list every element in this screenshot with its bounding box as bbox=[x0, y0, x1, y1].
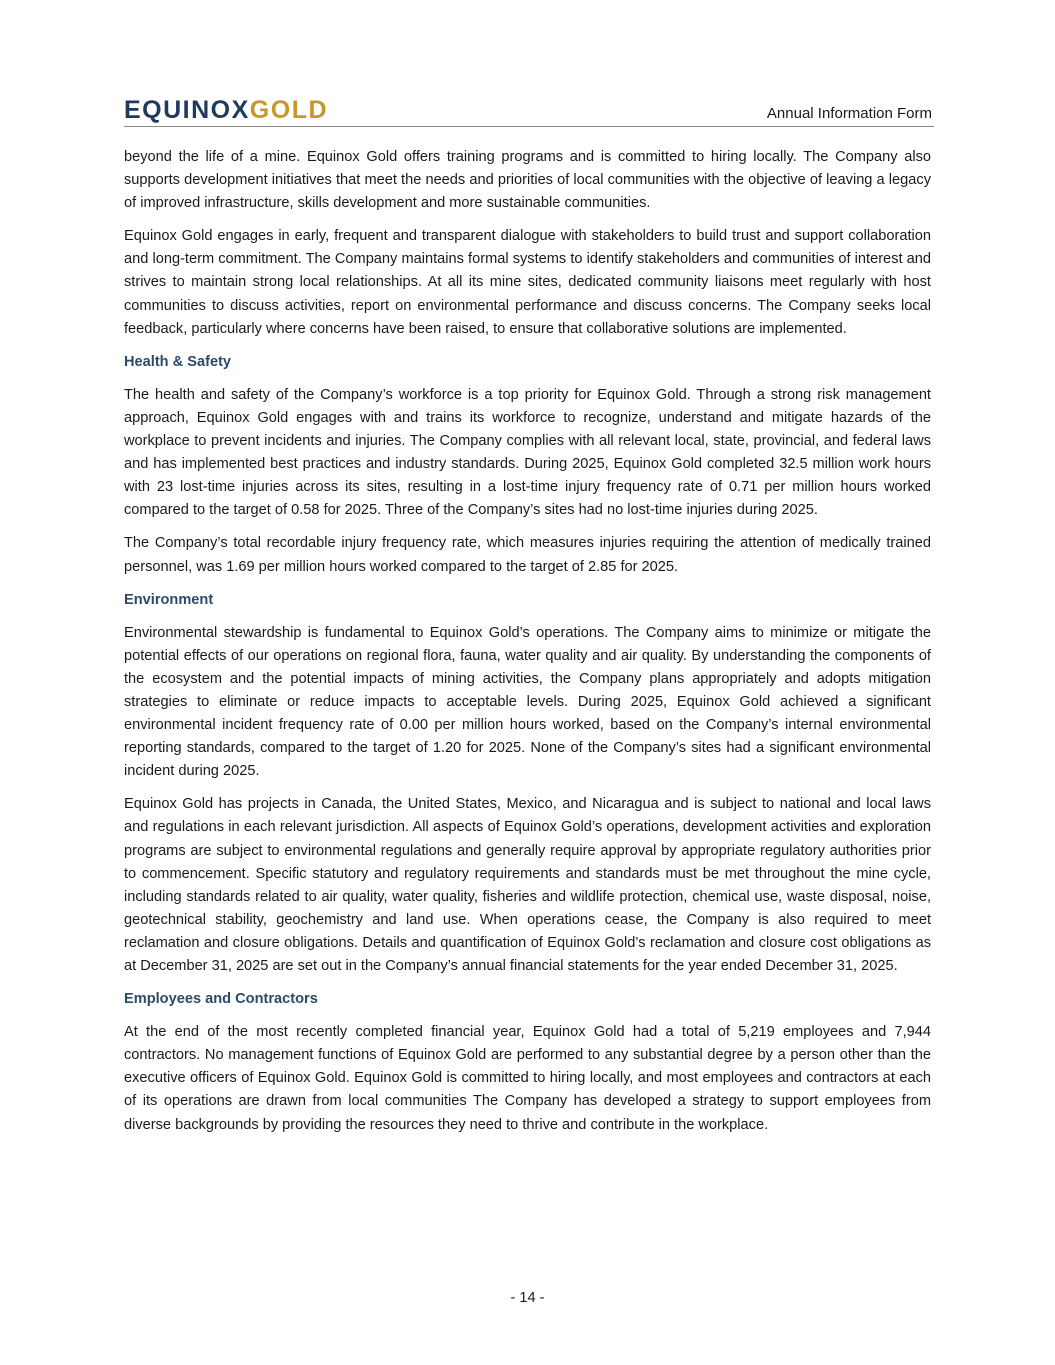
page-number: - 14 - bbox=[510, 1290, 545, 1306]
company-logo bbox=[124, 96, 328, 124]
section-heading-employees: Employees and Contractors bbox=[124, 991, 318, 1008]
page-content bbox=[124, 146, 931, 1147]
paragraph-community-continued: beyond the life of a mine. Equinox Gold offers training programs and is committed to hiring locally. The Company also supports development initiatives that meet the needs and priorities of local communities with the objective of leaving a legacy of improved infrastructure, skills development and more sustainable communities. bbox=[124, 149, 931, 212]
logo-text-equinox: EQUINOX bbox=[124, 96, 250, 124]
paragraph-environmental-regulations: Equinox Gold has projects in Canada, the United States, Mexico, and Nicaragua and is subject to national and local laws and regulations in each relevant jurisdiction. All aspects of Equinox Gold’s operations, development activities and exploration programs are subject to environmental regulations and generally require approval by appropriate regulatory authorities prior to commencement. Specific statutory and regulatory requirements and standards must be met throughout the mine cycle, including standards related to air quality, water quality, fisheries and wildlife protection, chemical use, waste disposal, noise, geotechnical stability, geochemistry and land use. When operations cease, the Company is also required to meet reclamation and closure obligations. Details and quantification of Equinox Gold’s reclamation and closure cost obligations as at December 31, 2025 are set out in the Company’s annual financial statements for the year ended December 31, 2025. bbox=[124, 796, 931, 974]
section-heading-environment: Environment bbox=[124, 591, 214, 608]
paragraph-recordable-injury: The Company’s total recordable injury frequency rate, which measures injuries requiring the attention of medically trained personnel, was 1.69 per million hours worked compared to the target of 2.85 for 2025. bbox=[124, 535, 931, 575]
logo-text-gold: GOLD bbox=[249, 96, 329, 124]
paragraph-stakeholder-dialogue: Equinox Gold engages in early, frequent and transparent dialogue with stakeholders to build trust and support collaboration and long-term commitment. The Company maintains formal systems to identify stakeholders and communities of interest and strives to maintain strong local relationships. At all its mine sites, dedicated community liaisons meet regularly with host communities to discuss activities, report on environmental performance and discuss concerns. The Company seeks local feedback, particularly where concerns have been raised, to ensure that collaborative solutions are implemented. bbox=[124, 228, 931, 337]
paragraph-environmental-stewardship: Environmental stewardship is fundamental to Equinox Gold’s operations. The Company aims to minimize or mitigate the potential effects of our operations on regional flora, fauna, water quality and air quality. By understanding the components of the ecosystem and the potential impacts of mining activities, the Company plans appropriately and adopts mitigation strategies to eliminate or reduce impacts to acceptable levels. During 2025, Equinox Gold achieved a significant environmental incident frequency rate of 0.00 per million hours worked, based on the Company’s internal environmental reporting standards, compared to the target of 1.20 for 2025. None of the Company’s sites had a significant environmental incident during 2025. bbox=[124, 624, 931, 780]
paragraph-health-safety: The health and safety of the Company’s workforce is a top priority for Equinox Gold. Through a strong risk management approach, Equinox Gold engages with and trains its workforce to recognize, understand and mitigate hazards of the workplace to prevent incidents and injuries. The Company complies with all relevant local, state, provincial, and federal laws and has implemented best practices and industry standards. During 2025, Equinox Gold completed 32.5 million work hours with 23 lost-time injuries across its sites, resulting in a lost-time injury frequency rate of 0.71 per million hours worked compared to the target of 0.58 for 2025. Three of the Company’s sites had no lost-time injuries during 2025. bbox=[124, 386, 931, 519]
document-title: Annual Information Form bbox=[766, 105, 932, 122]
paragraph-employees-contractors: At the end of the most recently completed financial year, Equinox Gold had a total of 5,219 employees and 7,944 contractors. No management functions of Equinox Gold are performed to any substantial degree by a person other than the executive officers of Equinox Gold. Equinox Gold is committed to hiring locally, and most employees and contractors at each of its operations are drawn from local communities The Company has developed a strategy to support employees from diverse backgrounds by providing the resources they need to thrive and contribute in the workplace. bbox=[124, 1024, 931, 1133]
page-header bbox=[124, 96, 934, 127]
section-heading-health-safety: Health & Safety bbox=[124, 353, 232, 370]
